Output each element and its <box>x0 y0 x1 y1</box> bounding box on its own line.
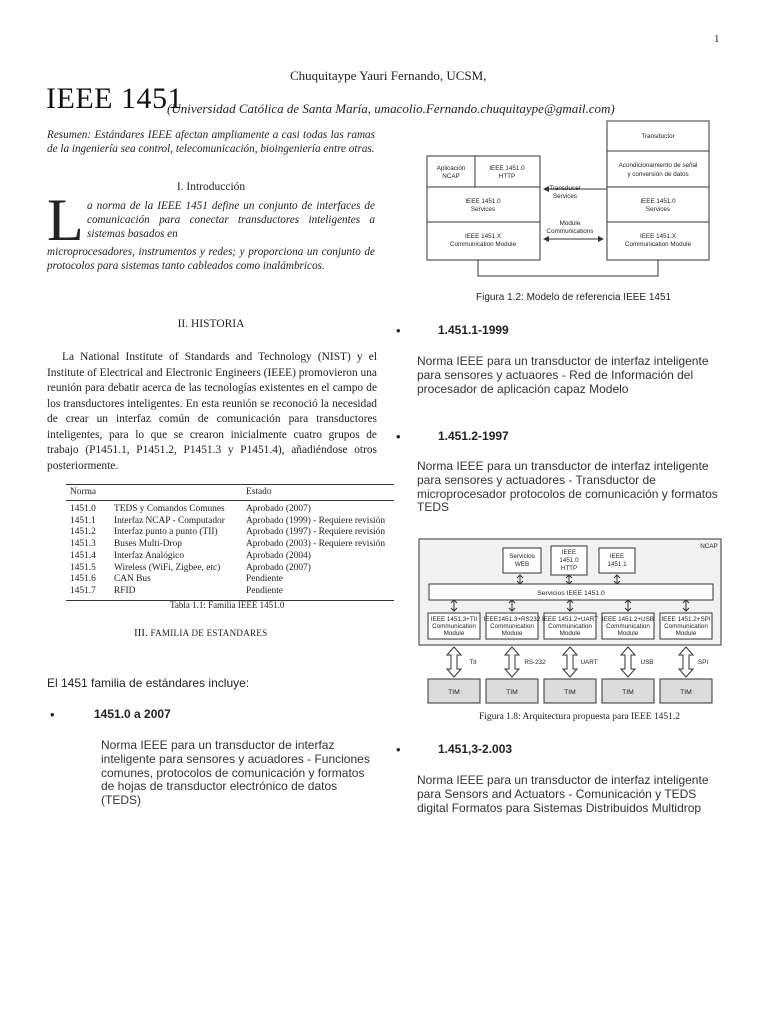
comm-module <box>428 613 480 639</box>
transductor-label: Transductor <box>641 133 675 140</box>
svg-text:Communication: Communication <box>548 623 592 630</box>
ncap-app-label: NCAP <box>442 173 460 180</box>
r-comm-label: IEEE 1451.X <box>639 233 677 240</box>
tim-box <box>602 679 654 703</box>
table-cell: RFID <box>110 586 242 600</box>
module-comm-label: Module <box>559 220 581 227</box>
services-label: IEEE 1451.0 <box>465 198 501 205</box>
r-services-label: Services <box>645 206 671 213</box>
acond-label: Acondicionamiento de señal <box>618 162 698 169</box>
standards-table-wrapper <box>66 484 394 601</box>
table-row <box>66 563 394 575</box>
table-cell: Aprobado (2007) <box>246 504 311 514</box>
tim-box <box>486 679 538 703</box>
svg-text:Module: Module <box>443 630 465 637</box>
svg-text:Communication: Communication <box>490 623 534 630</box>
table-cell: Interfaz Analógico <box>114 550 185 561</box>
standard-code: 1.451.2-1997 <box>438 429 509 443</box>
ncap-app-label: Aplicación <box>436 165 466 172</box>
services-bar-label: Servicios IEEE 1451.0 <box>537 590 605 597</box>
table-cell: 1451.1 <box>70 515 96 526</box>
comm-module <box>484 613 541 639</box>
section-title: FAMILIA DE ESTANDARES <box>150 628 268 638</box>
table-cell: Interfaz NCAP - Computador <box>114 515 225 526</box>
table-row <box>66 574 394 586</box>
table-cell: 1451.6 <box>70 574 96 585</box>
reference-model-diagram <box>420 114 720 284</box>
table-row <box>66 501 394 516</box>
figure-caption: Figura 1.8: Arquitectura propuesta para IEEE 1451.2 <box>479 712 681 722</box>
family-intro: El 1451 familia de estándares incluye: <box>47 676 250 690</box>
link-label: UART <box>580 659 598 666</box>
svg-text:Module: Module <box>675 630 697 637</box>
standard-description: Norma IEEE para un transductor de interfaz inteligente para sensores y actuaores - Red de Información del procesador de aplicación capaz Modelo <box>417 354 709 396</box>
comm-module <box>660 613 712 639</box>
module-comm-label: Communications <box>546 228 594 235</box>
svg-text:Communication: Communication <box>664 623 708 630</box>
table-row <box>66 586 394 600</box>
comm-label: IEEE 1451.X <box>464 233 502 240</box>
standard-code: 1.451,3-2.003 <box>438 742 513 756</box>
table-cell: Aprobado (2007) <box>246 562 311 573</box>
ncap-label: NCAP <box>700 543 718 550</box>
standard-description: Norma IEEE para un transductor de interfaz inteligente para sensores y acuadores - Funciones comunes, protocolos de comunicación y formatos de hojas de transductor electrónico de datos (TEDS) <box>101 738 370 808</box>
svg-text:TIM: TIM <box>622 689 634 696</box>
svg-text:Communication: Communication <box>606 623 650 630</box>
svg-text:IEEE 1451.3+TII: IEEE 1451.3+TII <box>430 616 478 623</box>
http-label: IEEE <box>561 549 577 556</box>
transducer-services-label: Services <box>552 193 578 200</box>
table-cell: Pendiente <box>246 574 283 585</box>
svg-text:IEEE 1451.2+SPI: IEEE 1451.2+SPI <box>661 616 711 623</box>
r-services-label: IEEE 1451.0 <box>640 198 676 205</box>
svg-text:IEEE1451.3+RS232: IEEE1451.3+RS232 <box>483 616 541 623</box>
table-cell: Interfaz punto a punto (TII) <box>114 527 218 538</box>
standard-code: 1.451.1-1999 <box>438 323 509 337</box>
abstract: Resumen: Estándares IEEE afectan ampliamente a casi todas las ramas de la ingeniería sea control, telecomunicación, bioingeniería entre otras. <box>47 129 375 155</box>
intro-text-part1: a norma de la IEEE 1451 define un conjunto de interfaces de comunicación para conectar transductores inteligentes a sistemas basados en <box>87 200 375 241</box>
link-label: SPI <box>697 659 709 666</box>
physical-link <box>478 260 658 276</box>
section-heading-historia: II. HISTORIA <box>177 318 245 330</box>
acond-label: y conversión de datos <box>627 171 689 178</box>
comm-module <box>542 613 598 639</box>
table-cell: Buses Multi-Drop <box>114 539 182 550</box>
svg-text:Module: Module <box>501 630 523 637</box>
intro-text-part2: microprocesadores, instrumentos y redes; y proporciona un conjunto de protocolos para sistemas tanto cableados como inalámbricos. <box>47 246 375 273</box>
r-comm-label: Communication Module <box>624 241 692 248</box>
section-numeral: III. <box>134 627 148 639</box>
ieee11-label: 1451.1 <box>607 561 627 568</box>
table-cell: Wireless (WiFi, Zigbee, etc) <box>114 562 221 573</box>
http-label: IEEE 1451.0 <box>489 165 525 172</box>
link-label: TII <box>469 659 477 666</box>
http-label: HTTP <box>498 173 516 180</box>
link-label: RS-232 <box>524 659 546 666</box>
svg-text:Module: Module <box>617 630 639 637</box>
table-header-row <box>66 485 394 501</box>
transducer-services-label: Transducer <box>549 185 581 192</box>
table-cell: Aprobado (2004) <box>246 550 311 561</box>
table-cell: 1451.4 <box>70 550 96 561</box>
standard-description: Norma IEEE para un transductor de interfaz inteligente para sensores y actuadores - Transductor de microprocesador protocolos de comunicación y formatos TEDS <box>417 459 718 515</box>
svg-text:Communication: Communication <box>432 623 476 630</box>
historia-text: La National Institute of Standards and Technology (NIST) y el Institute of Electrical and Electronic Engineers (IEEE) promovieron una reunión para debatir acerca de las tecnologías existentes en el campo de los transductores inteligentes. En esta reunión se reconoció la necesidad de crear un interfaz común de comunicación para transductores inteligentes, para lo que se crearon inicialmente cuatro grupos de trabajo (P1451.1, P1451.2, P1451.3 y P1451.4), añadiéndose otros posteriormente. <box>47 351 377 472</box>
http-label: HTTP <box>560 565 578 572</box>
table-header <box>110 485 242 501</box>
web-label: Servicios <box>509 553 535 560</box>
drop-cap: L <box>47 187 84 253</box>
bullet: • <box>396 742 401 757</box>
link-label: USB <box>640 659 654 666</box>
tim-box <box>660 679 712 703</box>
table-row <box>66 516 394 528</box>
architecture-diagram <box>417 536 724 708</box>
table-row <box>66 539 394 551</box>
web-label: WEB <box>514 561 530 568</box>
author-line: Chuquitaype Yauri Fernando, UCSM, <box>290 68 487 83</box>
link-arrows <box>447 647 693 677</box>
http-label: 1451.0 <box>559 557 579 564</box>
table-cell: 1451.7 <box>66 586 110 600</box>
svg-text:TIM: TIM <box>680 689 692 696</box>
standard-code: 1451.0 a 2007 <box>94 707 171 721</box>
svg-text:TIM: TIM <box>506 689 518 696</box>
table-header: Estado <box>242 485 394 501</box>
svg-text:Module: Module <box>559 630 581 637</box>
table-cell: Aprobado (1997) - Requiere revisión <box>246 527 386 538</box>
svg-text:TIM: TIM <box>564 689 576 696</box>
standards-table <box>66 484 394 601</box>
bullet: • <box>50 707 55 722</box>
table-cell: 1451.2 <box>70 527 96 538</box>
svg-text:TIM: TIM <box>448 689 460 696</box>
table-cell: 1451.3 <box>70 539 96 550</box>
section-heading-introduccion: I. Introducción <box>176 181 246 193</box>
table-row <box>66 551 394 563</box>
affiliation: (Universidad Católica de Santa María, umacolio.Fernando.chuquitaype@gmail.com) <box>167 101 615 116</box>
table-cell: Aprobado (1999) - Requiere revisión <box>246 515 386 526</box>
services-label: Services <box>470 206 496 213</box>
table-cell: CAN Bus <box>114 574 151 585</box>
page-number: 1 <box>714 33 720 45</box>
table-header: Norma <box>66 485 110 501</box>
ieee11-label: IEEE <box>609 553 625 560</box>
svg-text:IEEE 1451.2+USB: IEEE 1451.2+USB <box>602 616 654 623</box>
table-cell: TEDS y Comandos Comunes <box>114 504 225 514</box>
table-cell: Aprobado (2003) - Requiere revisión <box>246 539 386 550</box>
bullet: • <box>396 429 401 444</box>
svg-text:IEEE 1451.2+UART: IEEE 1451.2+UART <box>541 616 599 623</box>
table-cell: 1451.0 <box>70 504 96 514</box>
bullet: • <box>396 323 401 338</box>
comm-label: Communication Module <box>449 241 517 248</box>
table-cell: 1451.5 <box>70 562 96 573</box>
table-caption: Tabla 1.1: Familia IEEE 1451.0 <box>170 600 285 610</box>
table-cell: Pendiente <box>242 586 394 600</box>
tim-box <box>428 679 480 703</box>
comm-module <box>602 613 654 639</box>
section-heading-familia <box>134 627 267 639</box>
table-row <box>66 527 394 539</box>
figure-caption: Figura 1.2: Modelo de referencia IEEE 1451 <box>476 292 672 303</box>
standard-description: Norma IEEE para un transductor de interfaz inteligente para Sensors and Actuators - Comunicación y TEDS digital Formatos para Sistemas Distribuidos Multidrop <box>417 773 709 815</box>
tim-box <box>544 679 596 703</box>
paper-title: IEEE 1451 <box>46 82 183 115</box>
